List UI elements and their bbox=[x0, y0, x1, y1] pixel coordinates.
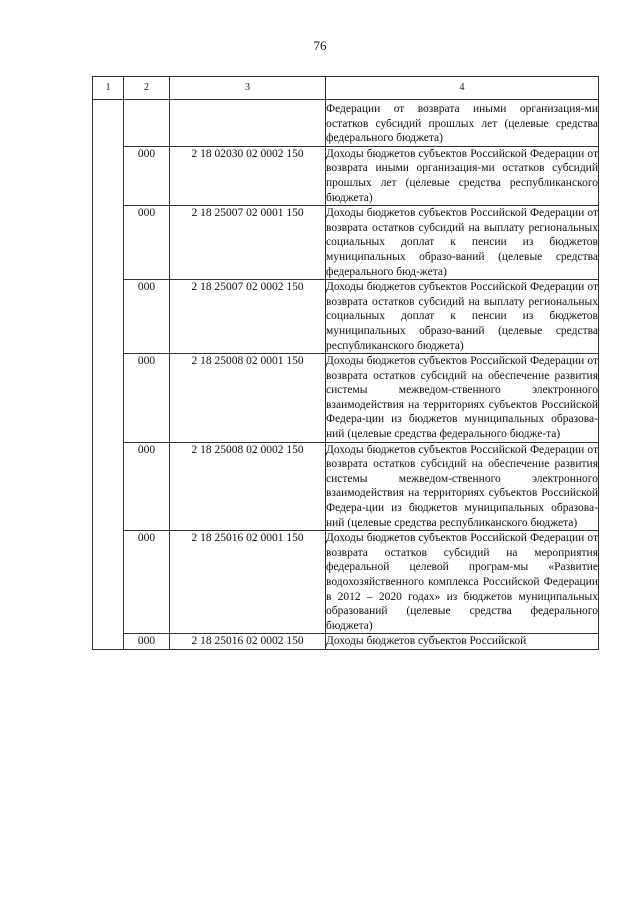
table-row bbox=[93, 146, 599, 205]
revenue-code-cell: 2 18 25008 02 0001 150 bbox=[170, 354, 326, 443]
table-row bbox=[93, 206, 599, 280]
admin-code-cell: 000 bbox=[124, 206, 170, 280]
table-row bbox=[93, 280, 599, 354]
revenue-code-table bbox=[92, 76, 599, 650]
description-cell: Доходы бюджетов субъектов Российской Федерации от возврата остатков субсидий на обеспечение развития системы межведом-ственного электронного взаимодействия на территориях субъектов Российской Федера-ции из бюджетов муниципальных образова-ний (целевые средства федерального бюдже-та) bbox=[326, 354, 599, 443]
column-number-4: 4 bbox=[326, 77, 599, 100]
admin-code-cell: 000 bbox=[124, 354, 170, 443]
admin-code-cell: 000 bbox=[124, 280, 170, 354]
admin-code-cell: 000 bbox=[124, 442, 170, 531]
description-cell: Федерации от возврата иными организация-ми остатков субсидий прошлых лет (целевые средства федерального бюджета) bbox=[326, 100, 599, 147]
revenue-code-cell: 2 18 25008 02 0002 150 bbox=[170, 442, 326, 531]
revenue-code-cell: 2 18 25016 02 0002 150 bbox=[170, 634, 326, 650]
description-cell: Доходы бюджетов субъектов Российской Федерации от возврата остатков субсидий на выплату региональных социальных доплат к пенсии из бюджетов муниципальных образо-ваний (целевые средства федерального бюд-жета) bbox=[326, 206, 599, 280]
admin-code-cell: 000 bbox=[124, 531, 170, 634]
table-row bbox=[93, 354, 599, 443]
table-row bbox=[93, 531, 599, 634]
column-number-1: 1 bbox=[93, 77, 124, 100]
table-row bbox=[93, 442, 599, 531]
table-row bbox=[93, 100, 599, 147]
description-cell: Доходы бюджетов субъектов Российской Федерации от возврата остатков субсидий на мероприятия федеральной целевой програм-мы «Развитие водохозяйственного комплекса Российской Федерации в 2012 – 2020 годах» из бюджетов муниципальных образований (целевые средства федерального бюджета) bbox=[326, 531, 599, 634]
revenue-code-cell: 2 18 25016 02 0001 150 bbox=[170, 531, 326, 634]
page-number: 76 bbox=[313, 38, 327, 53]
description-cell: Доходы бюджетов субъектов Российской Федерации от возврата остатков субсидий на обеспечение развития системы межведом-ственного электронного взаимодействия на территориях субъектов Российской Федера-ции из бюджетов муниципальных образова-ний (целевые средства республиканского бюджета) bbox=[326, 442, 599, 531]
admin-code-cell: 000 bbox=[124, 146, 170, 205]
admin-code-cell bbox=[124, 100, 170, 147]
description-cell: Доходы бюджетов субъектов Российской Федерации от возврата остатков субсидий на выплату региональных социальных доплат к пенсии из бюджетов муниципальных образо-ваний (целевые средства республиканского бюджета) bbox=[326, 280, 599, 354]
column-number-3: 3 bbox=[170, 77, 326, 100]
description-cell: Доходы бюджетов субъектов Российской Федерации от возврата иными организация-ми остатков субсидий прошлых лет (целевые средства республиканского бюджета) bbox=[326, 146, 599, 205]
admin-code-cell: 000 bbox=[124, 634, 170, 650]
group-cell bbox=[93, 100, 124, 650]
revenue-code-cell: 2 18 02030 02 0002 150 bbox=[170, 146, 326, 205]
revenue-code-cell: 2 18 25007 02 0002 150 bbox=[170, 280, 326, 354]
revenue-code-cell: 2 18 25007 02 0001 150 bbox=[170, 206, 326, 280]
revenue-code-cell bbox=[170, 100, 326, 147]
column-number-row bbox=[93, 77, 599, 100]
table-row bbox=[93, 634, 599, 650]
description-cell: Доходы бюджетов субъектов Российской bbox=[326, 634, 599, 650]
column-number-2: 2 bbox=[124, 77, 170, 100]
